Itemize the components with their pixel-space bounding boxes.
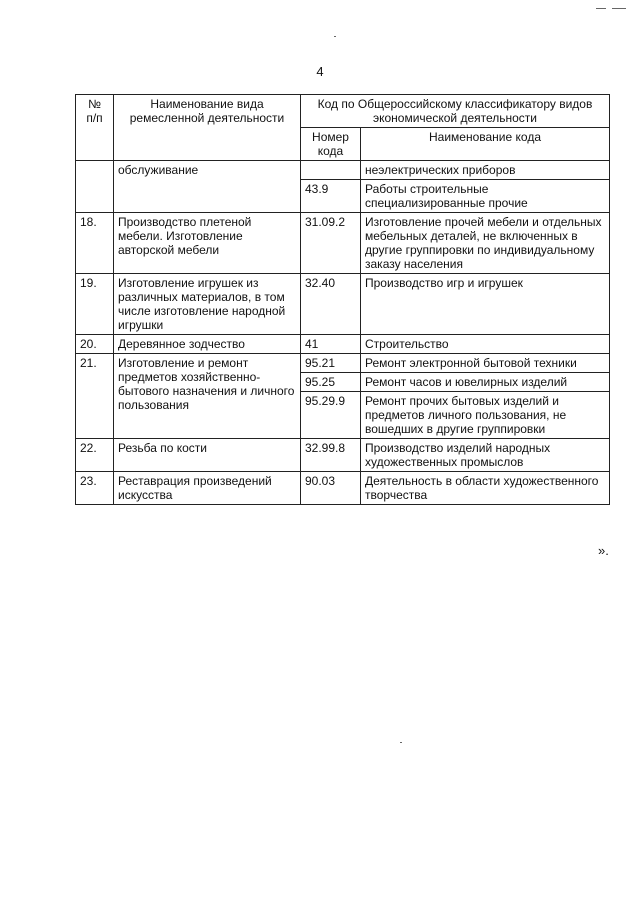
- row-code: 95.25: [301, 373, 361, 392]
- row-activity: Деревянное зодчество: [114, 335, 301, 354]
- header-code-name: Наименование кода: [361, 128, 610, 161]
- row-num: 20.: [76, 335, 114, 354]
- row-code-name: Работы строительные специализированные прочие: [361, 180, 610, 213]
- header-num: № п/п: [76, 95, 114, 161]
- row-code-name: Изготовление прочей мебели и отдельных мебельных деталей, не включенных в другие группировки по индивидуальному заказу населения: [361, 213, 610, 274]
- row-num: 18.: [76, 213, 114, 274]
- row-code: 31.09.2: [301, 213, 361, 274]
- row-activity: Реставрация произведений искусства: [114, 472, 301, 505]
- craft-activities-table: [75, 94, 610, 505]
- scan-speck: [400, 742, 402, 743]
- row-code-name: Ремонт часов и ювелирных изделий: [361, 373, 610, 392]
- row-num: 23.: [76, 472, 114, 505]
- table-row: [76, 161, 610, 180]
- scan-speck: [596, 8, 606, 9]
- table-row: [76, 439, 610, 472]
- row-activity: обслуживание: [114, 161, 301, 213]
- header-okved: Код по Общероссийскому классификатору видов экономической деятельности: [301, 95, 610, 128]
- row-code: 32.99.8: [301, 439, 361, 472]
- scan-speck: [612, 8, 626, 9]
- row-code-name: Ремонт электронной бытовой техники: [361, 354, 610, 373]
- row-activity: Производство плетеной мебели. Изготовление авторской мебели: [114, 213, 301, 274]
- row-code: 41: [301, 335, 361, 354]
- row-code: 95.29.9: [301, 392, 361, 439]
- row-code: 32.40: [301, 274, 361, 335]
- row-code: 43.9: [301, 180, 361, 213]
- row-activity: Изготовление и ремонт предметов хозяйственно-бытового назначения и личного пользования: [114, 354, 301, 439]
- header-code-number: Номер кода: [301, 128, 361, 161]
- row-code: 95.21: [301, 354, 361, 373]
- header-activity: Наименование вида ремесленной деятельности: [114, 95, 301, 161]
- row-code-name: Строительство: [361, 335, 610, 354]
- row-code: 90.03: [301, 472, 361, 505]
- row-num: [76, 161, 114, 213]
- row-activity: Изготовление игрушек из различных материалов, в том числе изготовление народной игрушки: [114, 274, 301, 335]
- row-activity: Резьба по кости: [114, 439, 301, 472]
- row-code-name: Деятельность в области художественного творчества: [361, 472, 610, 505]
- closing-quote-mark: ».: [598, 543, 609, 558]
- row-num: 22.: [76, 439, 114, 472]
- table-row: [76, 472, 610, 505]
- row-num: 19.: [76, 274, 114, 335]
- table-header-row: [76, 95, 610, 128]
- scan-speck: [334, 36, 336, 37]
- table-row: [76, 213, 610, 274]
- row-num: 21.: [76, 354, 114, 439]
- row-code-name: неэлектрических приборов: [361, 161, 610, 180]
- table-row: [76, 335, 610, 354]
- row-code: [301, 161, 361, 180]
- table-row: [76, 274, 610, 335]
- table-row: [76, 354, 610, 373]
- page-number: 4: [316, 64, 324, 79]
- row-code-name: Ремонт прочих бытовых изделий и предметов личного пользования, не вошедших в другие группировки: [361, 392, 610, 439]
- row-code-name: Производство изделий народных художественных промыслов: [361, 439, 610, 472]
- row-code-name: Производство игр и игрушек: [361, 274, 610, 335]
